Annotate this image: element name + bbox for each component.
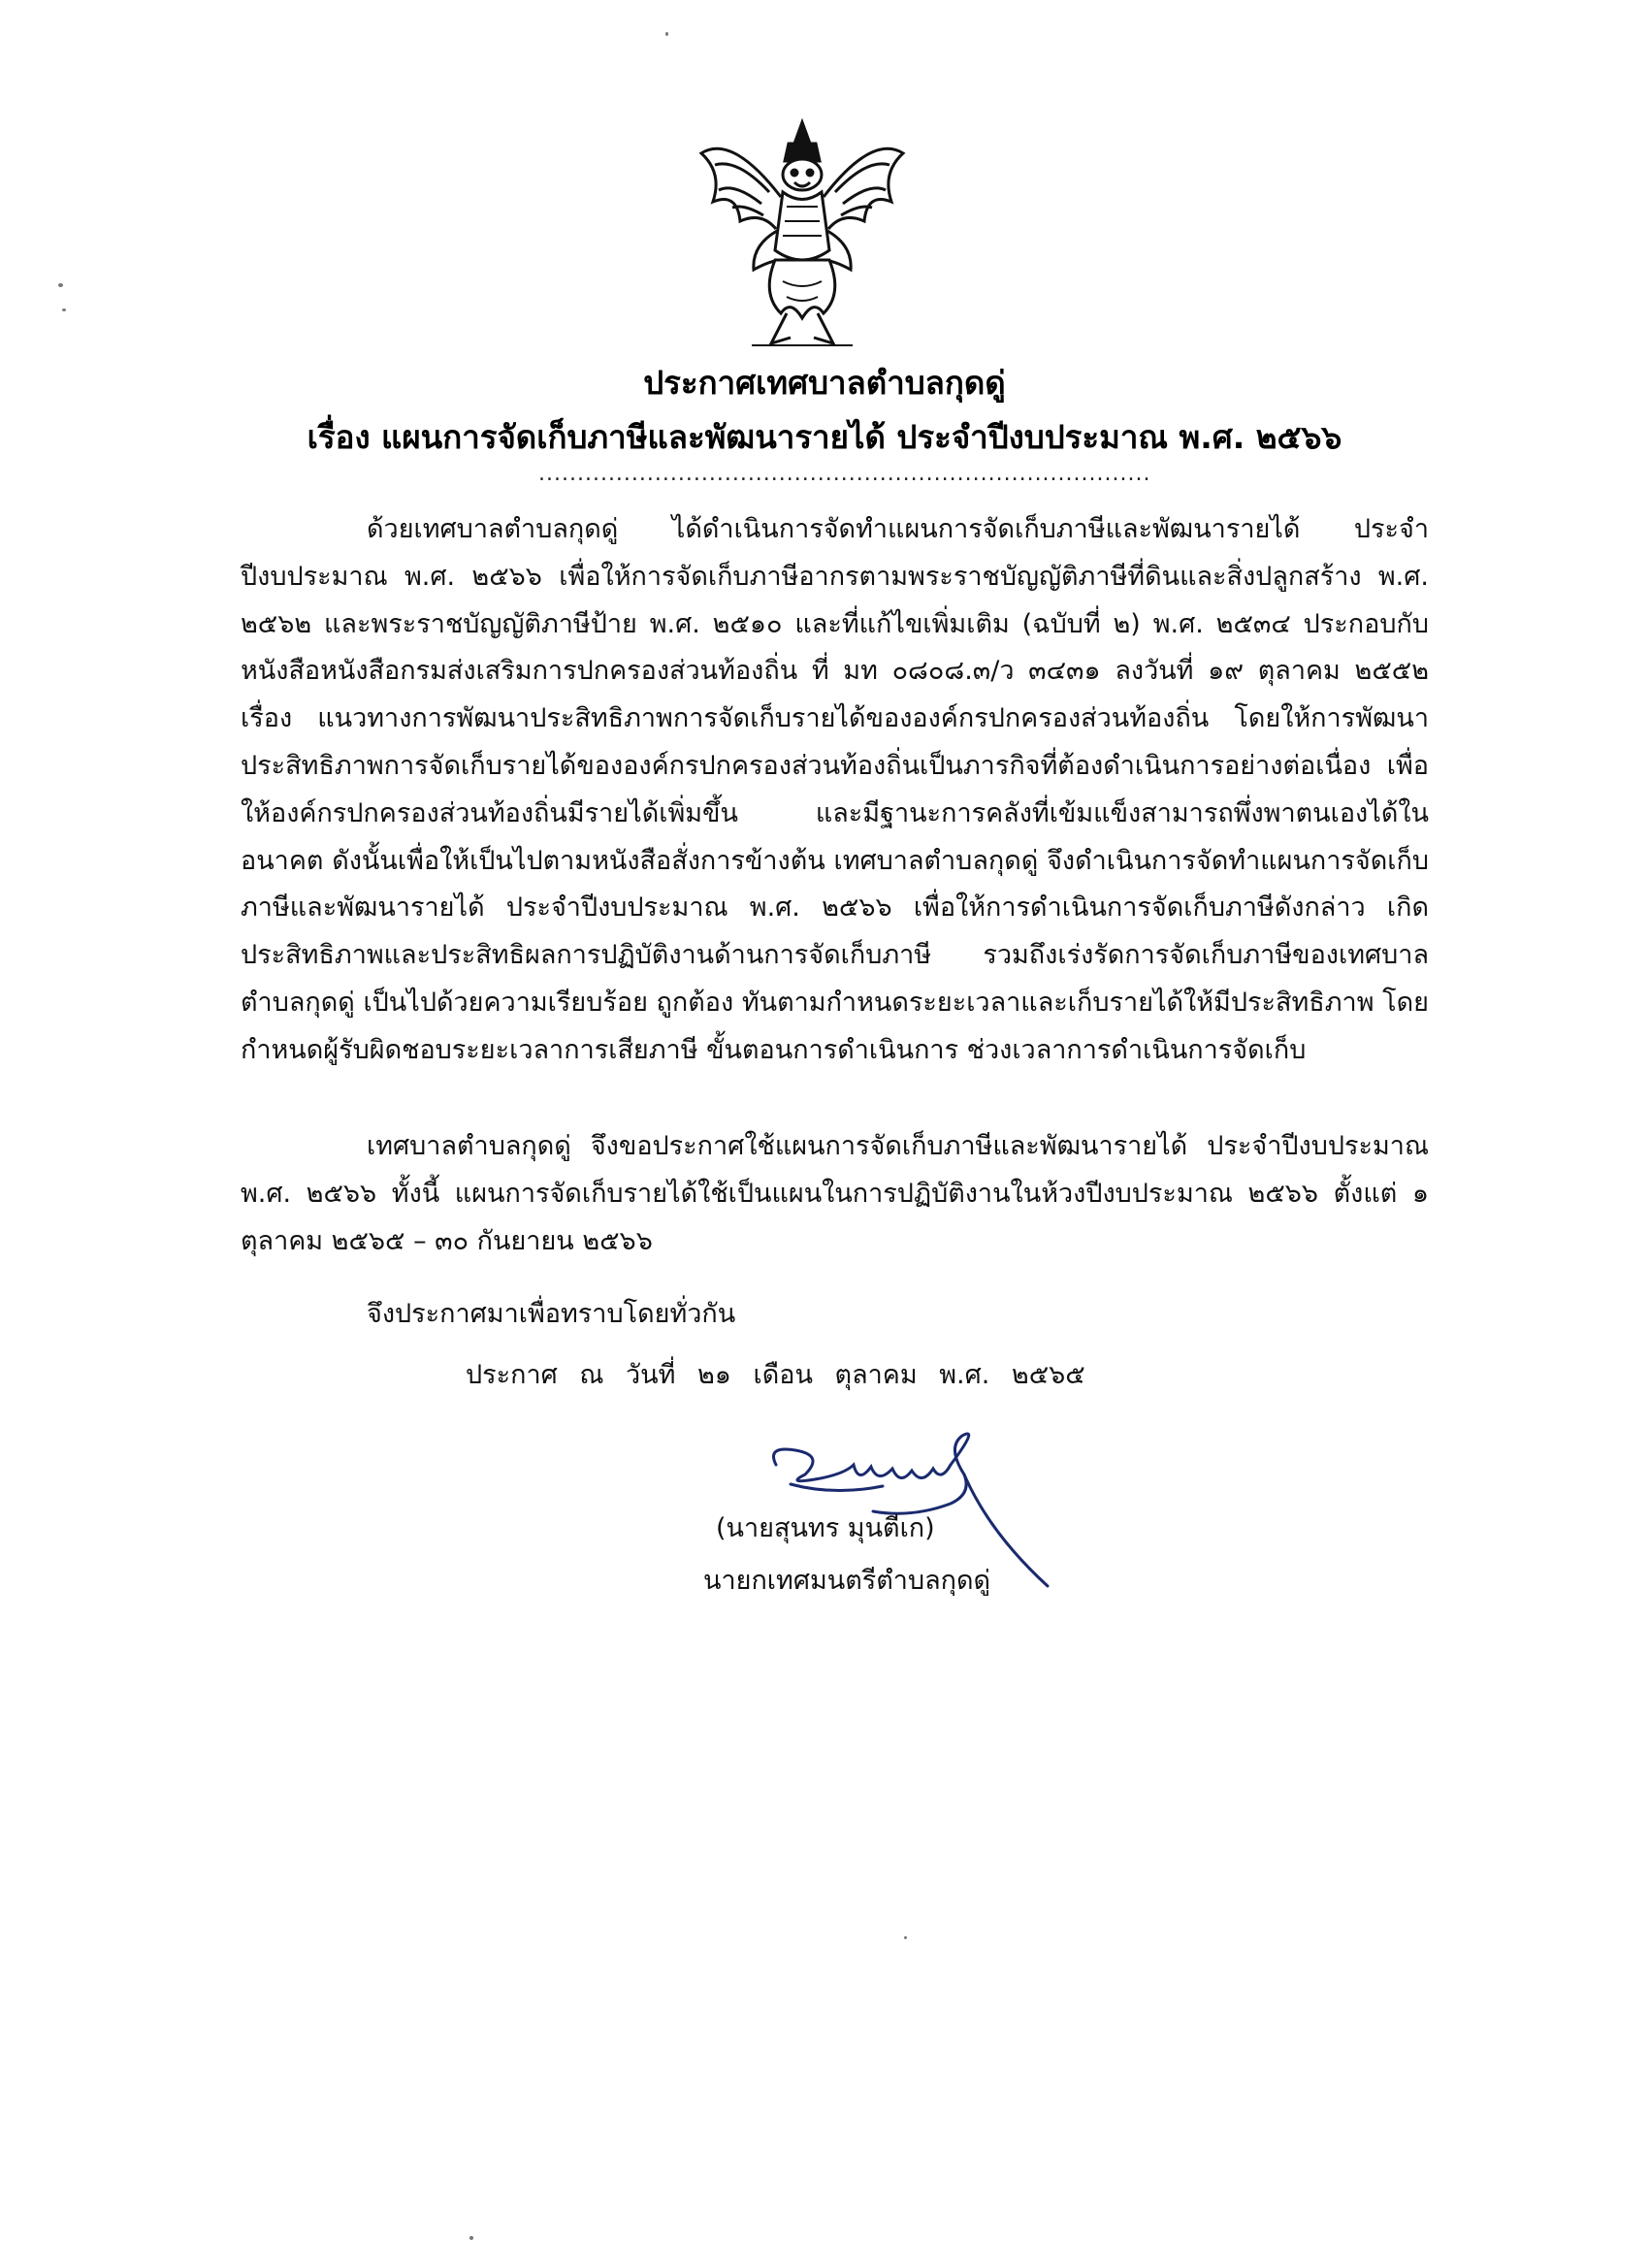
garuda-emblem-icon: [694, 114, 912, 352]
body-paragraph-2: เทศบาลตำบลกุดดู่ จึงขอประกาศใช้แผนการจัดเก็บภาษีและพัฒนารายได้ ประจำปีงบประมาณ พ.ศ. ๒๕๖๖ ทั้งนี้ แผนการจัดเก็บรายได้ใช้เป็นแผนในการปฏิบัติงานในห้วงปีงบประมาณ ๒๕๖๖ ตั้งแต่ ๑ ตุลาคม ๒๕๖๕ – ๓๐ กันยายน ๒๕๖๖: [241, 1131, 1429, 1256]
closing-line: จึงประกาศมาเพื่อทราบโดยทั่วกัน: [367, 1299, 736, 1329]
scan-speck: [665, 32, 668, 36]
scan-speck: [62, 308, 66, 311]
subject-line: เรื่อง แผนการจัดเก็บภาษีและพัฒนารายได้ ประจำปีงบประมาณ พ.ศ. ๒๕๖๖: [307, 418, 1342, 456]
scan-speck: [904, 1936, 907, 1939]
signer-position: นายกเทศมนตรีตำบลกุดดู่: [703, 1566, 991, 1596]
page-title: ประกาศเทศบาลตำบลกุดดู่: [643, 364, 1006, 402]
announcement-date: ประกาศ ณ วันที่ ๒๑ เดือน ตุลาคม พ.ศ. ๒๕๖๕: [466, 1360, 1085, 1390]
scan-speck: [469, 2236, 473, 2240]
scan-speck: [58, 283, 63, 287]
separator-line: ...............................................................................: [538, 462, 1151, 486]
signer-name: (นายสุนทร มุนตีเก): [716, 1513, 935, 1543]
body-paragraph-1: ด้วยเทศบาลตำบลกุดดู่ ได้ดำเนินการจัดทำแผนการจัดเก็บภาษีและพัฒนารายได้ ประจำปีงบประมาณ พ.ศ. ๒๕๖๖ เพื่อให้การจัดเก็บภาษีอากรตามพระราชบัญญัติภาษีที่ดินและสิ่งปลูกสร้าง พ.ศ. ๒๕๖๒ และพระราชบัญญัติภาษีป้าย พ.ศ. ๒๕๑๐ และที่แก้ไขเพิ่มเติม (ฉบับที่ ๒) พ.ศ. ๒๕๓๔ ประกอบกับหนังสือหนังสือกรมส่งเสริมการปกครองส่วนท้องถิ่น ที่ มท ๐๘๐๘.๓/ว ๓๔๓๑ ลงวันที่ ๑๙ ตุลาคม ๒๕๕๒ เรื่อง แนวทางการพัฒนาประสิทธิภาพการจัดเก็บรายได้ขององค์กรปกครองส่วนท้องถิ่น โดยให้การพัฒนาประสิทธิภาพการจัดเก็บรายได้ขององค์กรปกครองส่วนท้องถิ่นเป็นภารกิจที่ต้องดำเนินการอย่างต่อเนื่อง เพื่อให้องค์กรปกครองส่วนท้องถิ่นมีรายได้เพิ่มขึ้น และมีฐานะการคลังที่เข้มแข็งสามารถพึ่งพาตนเองได้ในอนาคต ดังนั้นเพื่อให้เป็นไปตามหนังสือสั่งการข้างต้น เทศบาลตำบลกุดดู่ จึงดำเนินการจัดทำแผนการจัดเก็บภาษีและพัฒนารายได้ ประจำปีงบประมาณ พ.ศ. ๒๕๖๖ เพื่อให้การดำเนินการจัดเก็บภาษีดังกล่าว เกิดประสิทธิภาพและประสิทธิผลการปฏิบัติงานด้านการจัดเก็บภาษี รวมถึงเร่งรัดการจัดเก็บภาษีของเทศบาลตำบลกุดดู่ เป็นไปด้วยความเรียบร้อย ถูกต้อง ทันตามกำหนดระยะเวลาและเก็บรายได้ให้มีประสิทธิภาพ โดยกำหนดผู้รับผิดชอบระยะเวลาการเสียภาษี ขั้นตอนการดำเนินการ ช่วงเวลาการดำเนินการจัดเก็บ: [241, 514, 1429, 1065]
